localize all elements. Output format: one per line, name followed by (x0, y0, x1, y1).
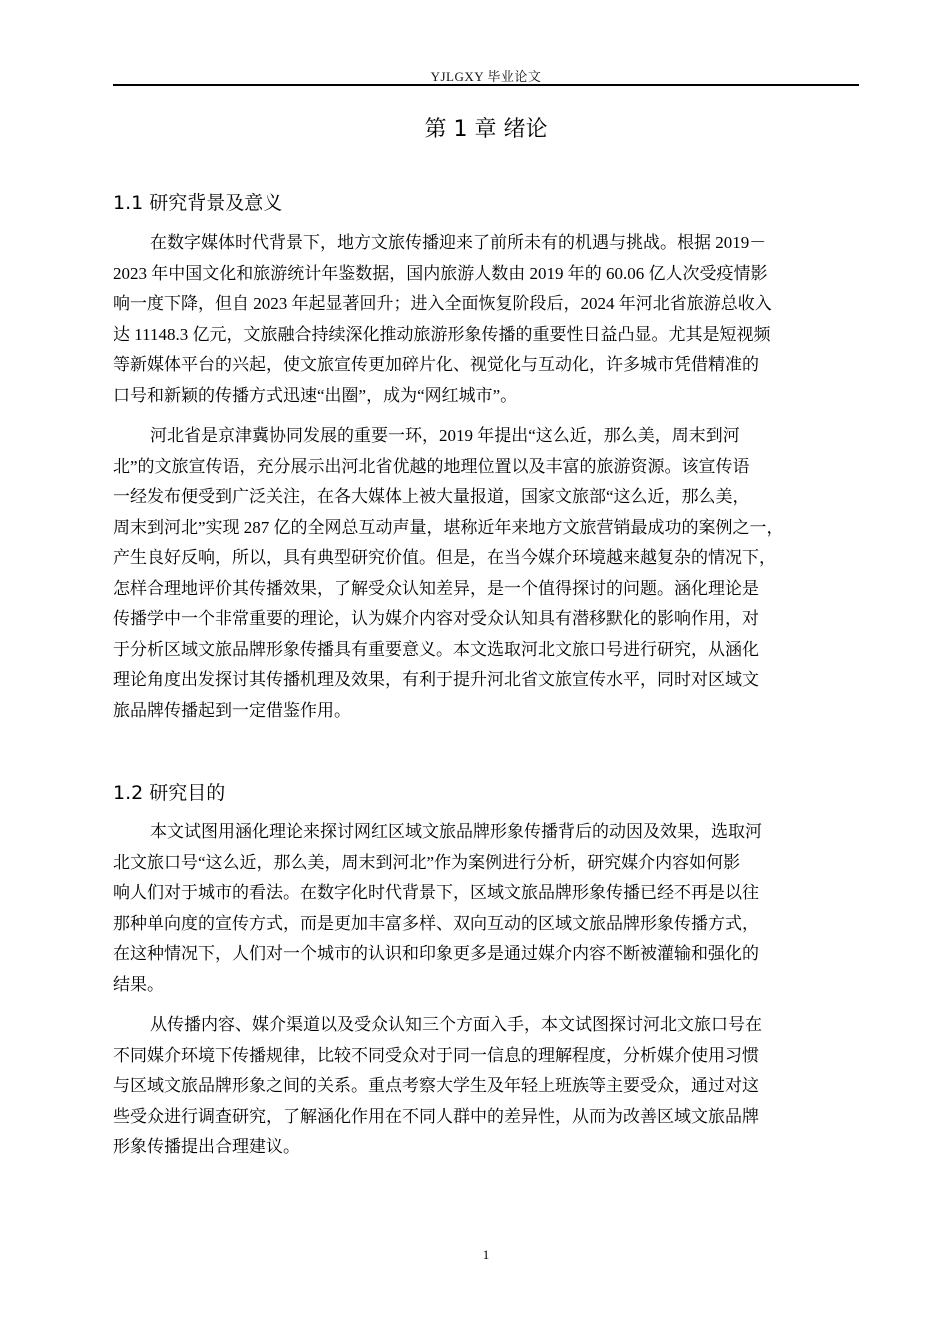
text-line: 形象传播提出合理建议。 (113, 1137, 300, 1156)
header-rule (113, 84, 859, 86)
page-number: 1 (482, 1247, 490, 1262)
text-line: 一经发布便受到广泛关注，在各大媒体上被大量报道，国家文旅部“这么近，那么美， (113, 487, 750, 506)
text-line: 本文试图用涵化理论来探讨网红区域文旅品牌形象传播背后的动因及效果，选取河 (150, 822, 762, 841)
text-line: 于分析区域文旅品牌形象传播具有重要意义。本文选取河北文旅口号进行研究，从涵化 (113, 639, 759, 659)
text-line: 从传播内容、媒介渠道以及受众认知三个方面入手，本文试图探讨河北文旅口号在 (150, 1015, 762, 1034)
text-line: 些受众进行调查研究，了解涵化作用在不同人群中的差异性，从而为改善区域文旅品牌 (113, 1106, 759, 1126)
text-line: 北”的文旅宣传语，充分展示出河北省优越的地理位置以及丰富的旅游资源。该宣传语 (113, 456, 750, 476)
text-line: 在数字媒体时代背景下，地方文旅传播迎来了前所未有的机遇与挑战。根据 2019－ (150, 233, 767, 252)
text-line: 那种单向度的宣传方式，而是更加丰富多样、双向互动的区域文旅品牌形象传播方式， (113, 913, 759, 933)
paragraph-purpose-1 (113, 817, 859, 1000)
running-header: YJLGXY 毕业论文 (430, 69, 542, 84)
text-line: 响一度下降，但自 2023 年起显著回升；进入全面恢复阶段后，2024 年河北省旅游总收入 (113, 294, 772, 313)
paragraph-purpose-2 (113, 1010, 859, 1163)
text-line: 周末到河北”实现 287 亿的全网总互动声量，堪称近年来地方文旅营销最成功的案例之一， (113, 517, 784, 537)
chapter-title: 第 1 章 绪论 (424, 117, 548, 142)
text-line: 怎样合理地评价其传播效果，了解受众认知差异，是一个值得探讨的问题。涵化理论是 (113, 578, 759, 598)
text-line: 在这种情况下，人们对一个城市的认识和印象更多是通过媒介内容不断被灌输和强化的 (113, 944, 759, 963)
text-line: 传播学中一个非常重要的理论，认为媒介内容对受众认知具有潜移默化的影响作用，对 (113, 609, 759, 628)
text-line: 与区域文旅品牌形象之间的关系。重点考察大学生及年轻上班族等主要受众，通过对这 (113, 1076, 759, 1095)
text-line: 产生良好反响，所以，具有典型研究价值。但是，在当今媒介环境越来越复杂的情况下， (113, 548, 776, 567)
text-line: 响人们对于城市的看法。在数字化时代背景下，区域文旅品牌形象传播已经不再是以往 (113, 883, 759, 902)
text-line: 口号和新颖的传播方式迅速“出圈”，成为“网红城市”。 (113, 385, 518, 405)
text-line: 理论角度出发探讨其传播机理及效果，有利于提升河北省文旅宣传水平，同时对区域文 (113, 670, 759, 689)
paragraph-background-1 (113, 228, 859, 411)
text-line: 河北省是京津冀协同发展的重要一环，2019 年提出“这么近，那么美，周末到河 (150, 426, 740, 445)
text-line: 2023 年中国文化和旅游统计年鉴数据，国内旅游人数由 2019 年的 60.06 亿人次受疫情影 (113, 263, 768, 283)
section-heading-1-1: 1.1 研究背景及意义 (113, 192, 283, 214)
text-line: 等新媒体平台的兴起，使文旅宣传更加碎片化、视觉化与互动化，许多城市凭借精准的 (113, 355, 759, 374)
text-line: 结果。 (113, 974, 164, 994)
text-line: 不同媒介环境下传播规律，比较不同受众对于同一信息的理解程度，分析媒介使用习惯 (113, 1045, 759, 1065)
text-line: 达 11148.3 亿元，文旅融合持续深化推动旅游形象传播的重要性日益凸显。尤其是短视频 (113, 324, 771, 344)
text-line: 北文旅口号“这么近，那么美，周末到河北”作为案例进行分析，研究媒介内容如何影 (113, 852, 741, 872)
text-line: 旅品牌传播起到一定借鉴作用。 (113, 700, 351, 720)
section-heading-1-2: 1.2 研究目的 (113, 782, 226, 804)
paragraph-background-2 (113, 421, 859, 726)
